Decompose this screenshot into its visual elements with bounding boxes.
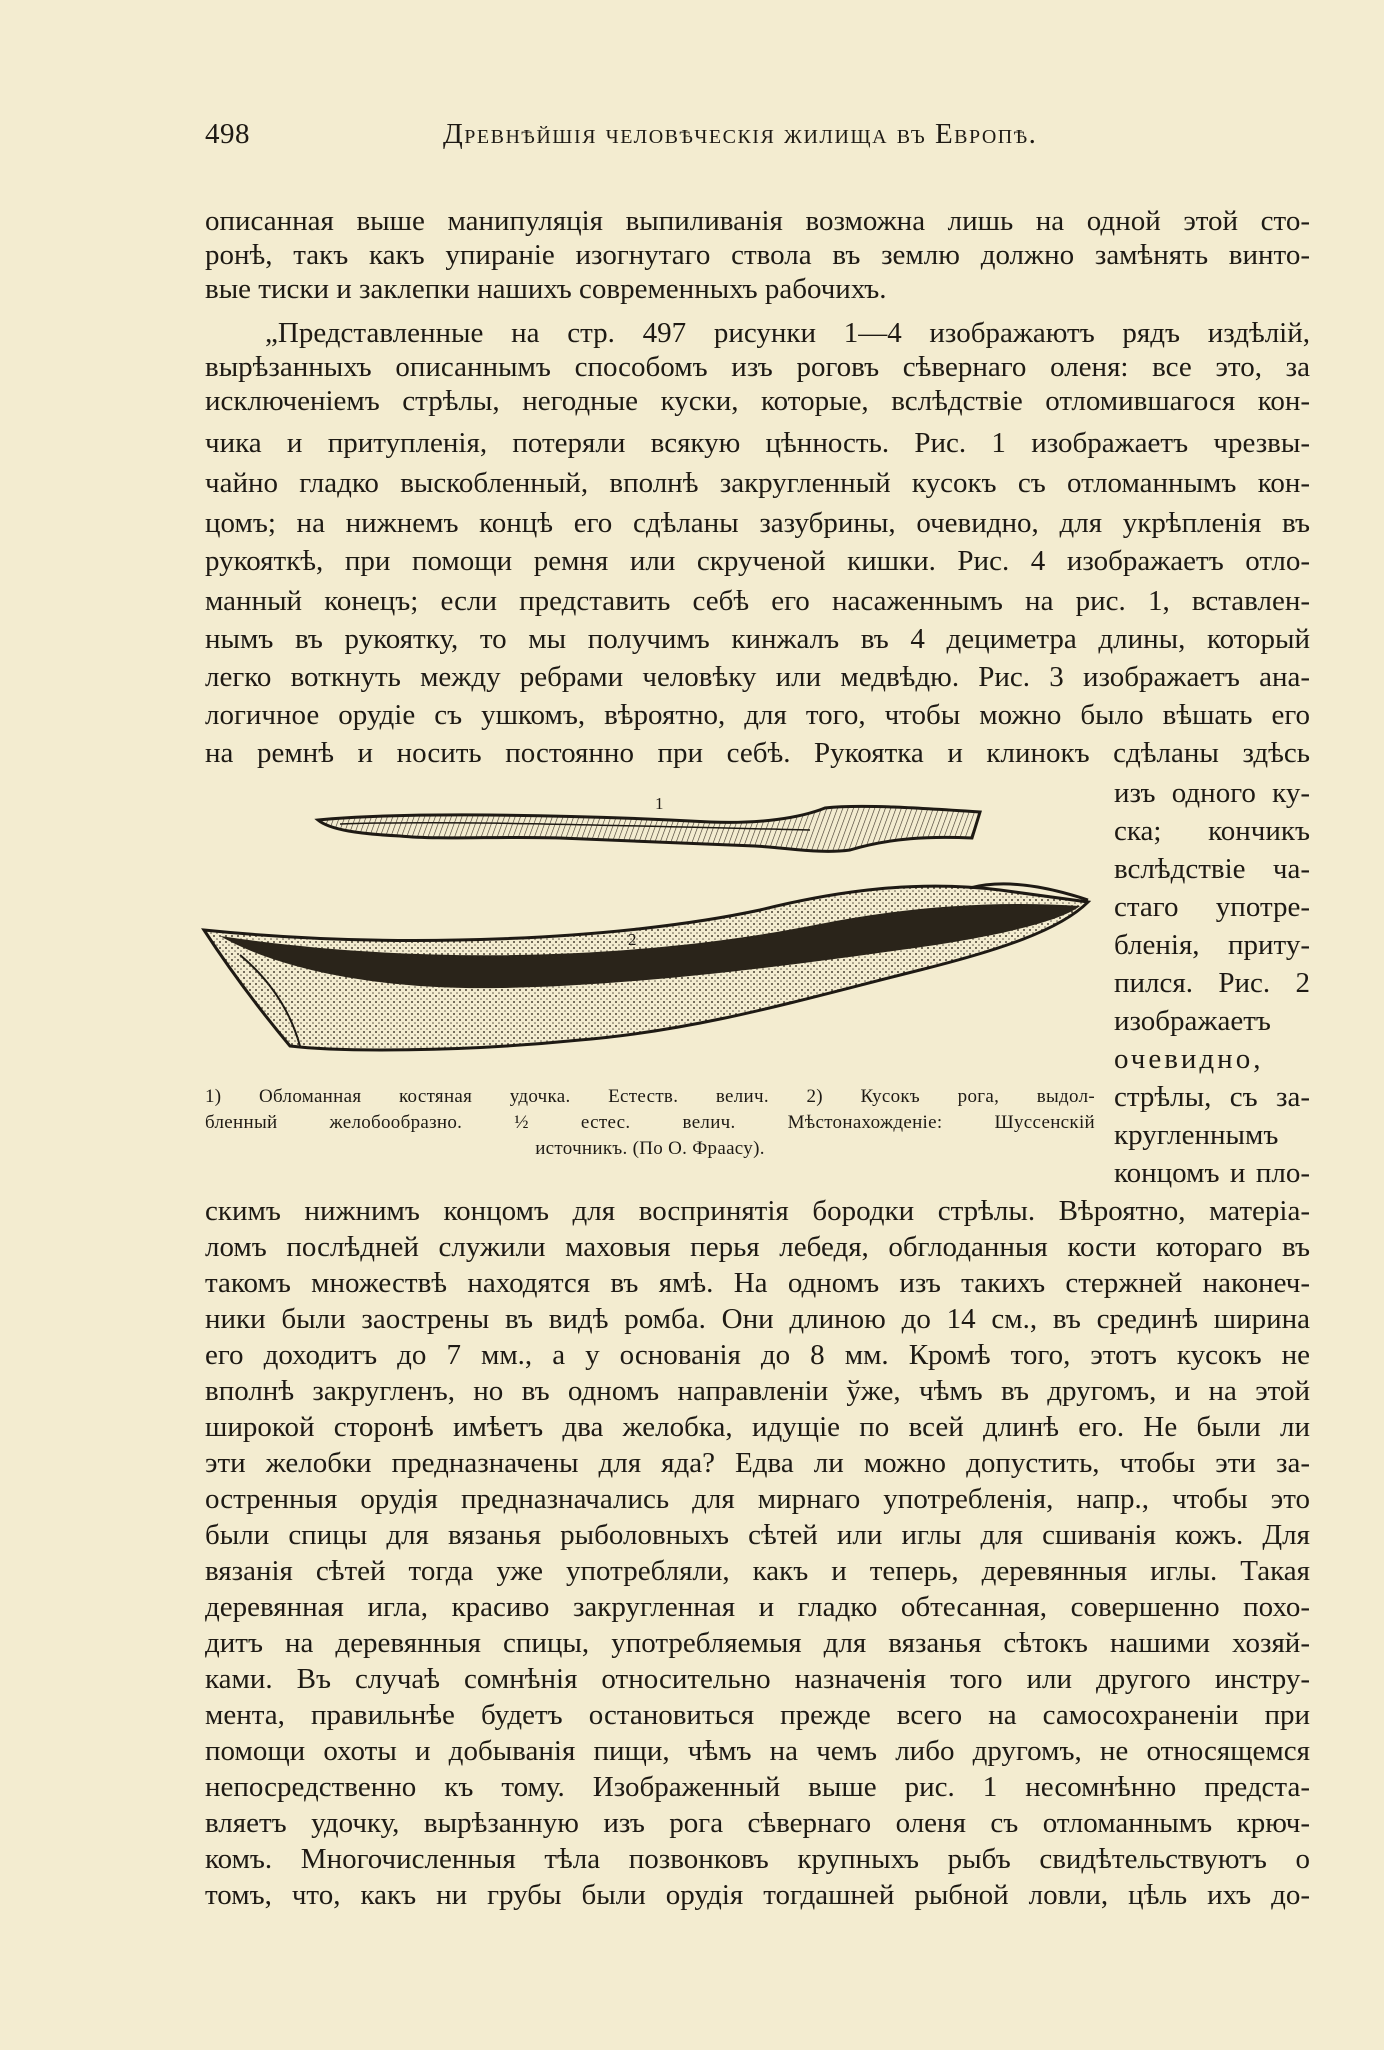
- page-number: 498: [205, 118, 250, 150]
- text-line: вязанія сѣтей тогда уже употребляли, какъ и теперь, деревянныя иглы. Такая: [205, 1555, 1310, 1587]
- text-line: рукояткѣ, при помощи ремня или скрученой кишки. Рис. 4 изображаетъ отло-: [205, 545, 1310, 577]
- text-line: эти желобки предназначены для яда? Едва ли можно допустить, чтобы эти за-: [205, 1447, 1310, 1479]
- side-text-line: ска; кончикъ: [1114, 815, 1310, 847]
- text-line: ломъ послѣдней служили маховыя перья лебедя, обглоданныя кости котораго въ: [205, 1231, 1310, 1263]
- text-line: такомъ множествѣ находятся въ ямѣ. На одномъ изъ такихъ стержней наконеч-: [205, 1267, 1310, 1299]
- text-line: ники были заострены въ видѣ ромба. Они длиною до 14 см., въ срединѣ ширина: [205, 1303, 1310, 1335]
- figure-label-1: 1: [655, 794, 664, 813]
- text-line: чика и притупленія, потеряли всякую цѣнность. Рис. 1 изображаетъ чрезвы-: [205, 427, 1310, 459]
- text-line: ками. Въ случаѣ сомнѣнія относительно назначенія того или другого инстру-: [205, 1663, 1310, 1695]
- text-line: деревянная игла, красиво закругленная и гладко обтесанная, совершенно похо-: [205, 1591, 1310, 1623]
- running-title: Древнѣйшія человѣческія жилища въ Европѣ.: [443, 118, 1038, 150]
- text-line: были спицы для вязанья рыболовныхъ сѣтей или иглы для сшиванія кожъ. Для: [205, 1519, 1310, 1551]
- text-line: остренныя орудія предназначались для мирнаго употребленія, напр., чтобы это: [205, 1483, 1310, 1515]
- text-line: на ремнѣ и носить постоянно при себѣ. Рукоятка и клинокъ сдѣланы здѣсь: [205, 737, 1310, 769]
- horn-piece-drawing: [204, 884, 1088, 1050]
- side-text-line: стаго употре-: [1114, 891, 1310, 923]
- side-text-line: изъ одного ку-: [1114, 777, 1310, 809]
- figure-caption-line: бленный желобообразно. ½ естес. велич. Мѣстонахожденіе: Шуссенскій: [205, 1112, 1095, 1133]
- text-line: нымъ въ рукоятку, то мы получимъ кинжалъ въ 4 дециметра длины, который: [205, 623, 1310, 655]
- text-line: вполнѣ закругленъ, но въ одномъ направленіи ўже, чѣмъ въ другомъ, и на этой: [205, 1375, 1310, 1407]
- text-line: манный конецъ; если представить себѣ его насаженнымъ на рис. 1, вставлен-: [205, 585, 1310, 617]
- side-text-line: стрѣлы, съ за-: [1114, 1081, 1310, 1113]
- figure-caption-line: 1) Обломанная костяная удочка. Естеств. велич. 2) Кусокъ рога, выдол-: [205, 1086, 1095, 1107]
- side-text-line: кругленнымъ: [1114, 1119, 1279, 1151]
- figure-label-2: 2: [628, 930, 637, 949]
- text-line: непосредственно къ тому. Изображенный выше рис. 1 несомнѣнно предста-: [205, 1771, 1310, 1803]
- side-text-line: бленія, приту-: [1114, 929, 1310, 961]
- text-line: томъ, что, какъ ни грубы были орудія тогдашней рыбной ловли, цѣль ихъ до-: [205, 1879, 1310, 1911]
- side-text-line: изображаетъ: [1114, 1005, 1271, 1037]
- figure-caption-line: источникъ. (По О. Фраасу).: [535, 1138, 765, 1159]
- text-line: ронѣ, такъ какъ упираніе изогнутаго ствола въ землю должно замѣнять винто-: [205, 239, 1310, 271]
- text-line: дитъ на деревянныя спицы, употребляемыя для вязанья сѣтокъ нашими хозяй-: [205, 1627, 1310, 1659]
- text-line: его доходитъ до 7 мм., а у основанія до 8 мм. Кромѣ того, этотъ кусокъ не: [205, 1339, 1310, 1371]
- text-line: вырѣзанныхъ описаннымъ способомъ изъ роговъ сѣвернаго оленя: все это, за: [205, 351, 1310, 383]
- side-text-line: очевидно,: [1114, 1043, 1264, 1075]
- text-line: широкой сторонѣ имѣетъ два желобка, идущіе по всей длинѣ его. Не были ли: [205, 1411, 1310, 1443]
- text-line: описанная выше манипуляція выпиливанія возможна лишь на одной этой сто-: [205, 205, 1310, 237]
- page-header: [205, 118, 1265, 158]
- text-line: вые тиски и заклепки нашихъ современныхъ рабочихъ.: [205, 273, 887, 305]
- side-text-line: концомъ и пло-: [1114, 1157, 1310, 1189]
- text-line: цомъ; на нижнемъ концѣ его сдѣланы зазубрины, очевидно, для укрѣпленія въ: [205, 507, 1310, 539]
- text-line: комъ. Многочисленныя тѣла позвонковъ крупныхъ рыбъ свидѣтельствуютъ о: [205, 1843, 1310, 1875]
- text-line: помощи охоты и добыванія пищи, чѣмъ на чемъ либо другомъ, не относящемся: [205, 1735, 1310, 1767]
- fish-hook-drawing: [318, 806, 980, 851]
- side-text-line: пился. Рис. 2: [1114, 967, 1310, 999]
- text-line: чайно гладко выскобленный, вполнѣ закругленный кусокъ съ отломаннымъ кон-: [205, 467, 1310, 499]
- artifact-illustration: [200, 790, 1100, 1080]
- text-line: исключеніемъ стрѣлы, негодные куски, которые, вслѣдствіе отломившагося кон-: [205, 385, 1310, 417]
- side-text-line: вслѣдствіе ча-: [1114, 853, 1310, 885]
- text-line: мента, правильнѣе будетъ остановиться прежде всего на самосохраненіи при: [205, 1699, 1310, 1731]
- text-line: скимъ нижнимъ концомъ для воспринятія бородки стрѣлы. Вѣроятно, матеріа-: [205, 1195, 1310, 1227]
- text-line: легко воткнуть между ребрами человѣку или медвѣдю. Рис. 3 изображаетъ ана-: [205, 661, 1310, 693]
- text-line: „Представленные на стр. 497 рисунки 1—4 изображаютъ рядъ издѣлій,: [265, 317, 1310, 349]
- text-line: логичное орудіе съ ушкомъ, вѣроятно, для того, чтобы можно было вѣшать его: [205, 699, 1310, 731]
- text-line: вляетъ удочку, вырѣзанную изъ рога сѣвернаго оленя съ отломаннымъ крюч-: [205, 1807, 1310, 1839]
- figure-bone-artifacts: [200, 790, 1100, 1080]
